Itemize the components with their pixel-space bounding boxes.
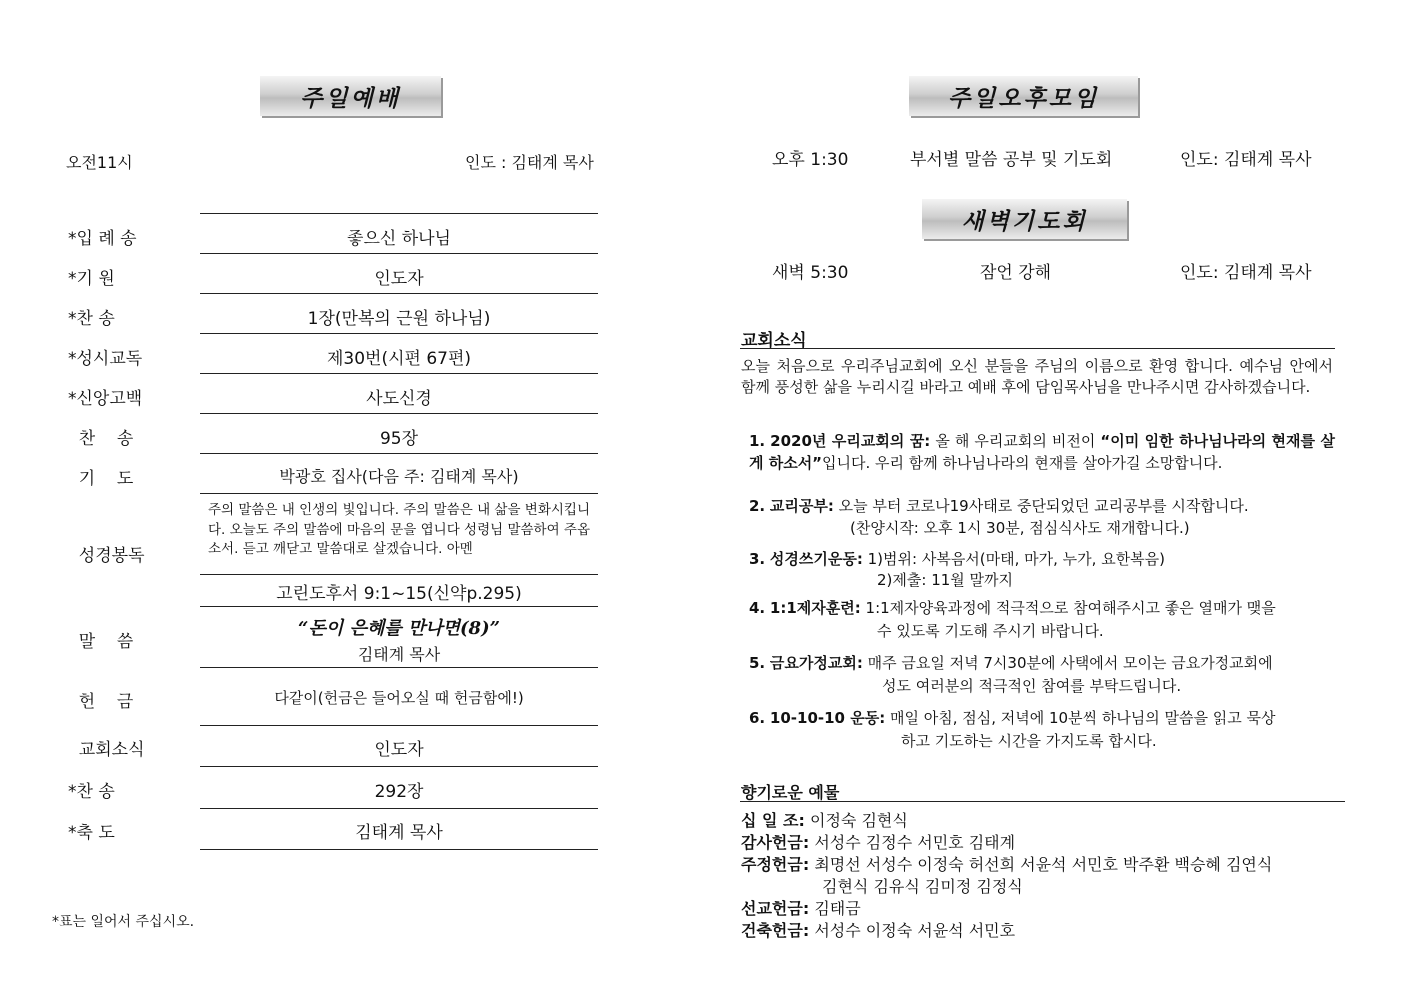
- order-label: 헌 금: [68, 692, 134, 712]
- order-value: 인도자: [374, 740, 424, 760]
- order-label: *기 원: [68, 269, 115, 289]
- order-label: *축 도: [68, 823, 115, 843]
- order-label: 말 씀: [68, 632, 134, 652]
- service-leader: 인도 : 김태계 목사: [465, 153, 594, 172]
- news-item-line2: 수 있도록 기도해 주시기 바랍니다.: [877, 622, 1104, 640]
- news-item-line2: 2)제출: 11월 말까지: [877, 571, 1014, 589]
- order-label: *신앙고백: [68, 389, 143, 409]
- order-label: 찬 송: [68, 429, 134, 449]
- offering-row: 십 일 조: 이정숙 김현식: [741, 811, 908, 830]
- scripture-prayer: 주의 말씀은 내 인생의 빛입니다. 주의 말씀은 내 삶을 변화시킵니다. 오늘도 주의 말씀에 마음의 문을 엽니다 성령님 말씀하여 주옵소서. 듣고 깨닫고 말씀대로 살겠습니다. 아멘: [208, 502, 590, 557]
- order-value: 292장: [374, 782, 424, 802]
- offering-row: 선교헌금: 김태금: [741, 899, 861, 918]
- dawn-prayer-title: 새벽기도회: [922, 199, 1127, 239]
- news-heading: 교회소식: [741, 331, 807, 351]
- dawn-time: 새벽 5:30: [772, 263, 849, 283]
- news-item: 2. 교리공부: 오늘 부터 코로나19사태로 중단되었던 교리공부를 시작합니다.: [749, 497, 1249, 515]
- order-value: 제30번(시편 67편): [326, 349, 472, 369]
- news-item: 5. 금요가정교회: 매주 금요일 저녁 7시30분에 사택에서 모이는 금요가정교회에: [749, 654, 1273, 672]
- offering-row: 건축헌금: 서성수 이정숙 서윤석 서민호: [741, 921, 1016, 940]
- order-value: 사도신경: [366, 389, 432, 409]
- order-label: 기 도: [68, 469, 134, 489]
- scripture-reference: 고린도후서 9:1~15(신약p.295): [276, 584, 522, 604]
- dawn-desc: 잠언 강해: [980, 263, 1052, 283]
- news-item: 1. 2020년 우리교회의 꿈: 올 해 우리교회의 비전이 “이미 임한 하나님나라의 현재를 살게 하소서”입니다. 우리 함께 하나님나라의 현재를 살아가길 소망합니다.: [749, 432, 1335, 472]
- order-label: 교회소식: [68, 740, 145, 760]
- news-item: 4. 1:1제자훈련: 1:1제자양육과정에 적극적으로 참여해주시고 좋은 열매가 맺을: [749, 599, 1276, 617]
- order-label: *입 례 송: [68, 229, 137, 249]
- dawn-leader: 인도: 김태계 목사: [1180, 263, 1312, 283]
- offering-list: [741, 810, 1272, 942]
- footnote: *표는 일어서 주십시오.: [52, 914, 195, 930]
- order-value: 인도자: [374, 269, 424, 289]
- news-item: 3. 성경쓰기운동: 1)범위: 사복음서(마태, 마가, 누가, 요한복음): [749, 550, 1166, 568]
- order-label: *찬 송: [68, 782, 115, 802]
- order-value: 다같이(헌금은 들어오실 때 헌금함에!): [274, 689, 524, 707]
- sermon-title: “돈이 은혜를 만나면(8)”: [298, 618, 500, 639]
- news-item-line2: 성도 여러분의 적극적인 참여를 부탁드립니다.: [882, 677, 1182, 695]
- order-value: 1장(만복의 근원 하나님): [307, 309, 491, 329]
- order-value: 좋으신 하나님: [347, 229, 451, 249]
- news-intro: 오늘 처음으로 우리주님교회에 오신 분들을 주님의 이름으로 환영 합니다. 예수님 안에서 함께 풍성한 삶을 누리시길 바라고 예배 후에 담임목사님을 만나주시면 감사하겠습니다.: [741, 357, 1333, 396]
- order-label: *성시교독: [68, 349, 143, 369]
- news-item-line2: (찬양시작: 오후 1시 30분, 점심식사도 재개합니다.): [850, 519, 1190, 537]
- offering-row: 감사헌금: 서성수 김정수 서민호 김태계: [741, 833, 1016, 852]
- sunday-service-title: 주일예배: [260, 76, 441, 116]
- news-item: 6. 10-10-10 운동: 매일 아침, 점심, 저녁에 10분씩 하나님의 말씀을 읽고 묵상: [749, 709, 1276, 727]
- afternoon-time: 오후 1:30: [772, 150, 849, 170]
- news-item-line2: 하고 기도하는 시간을 가지도록 합시다.: [901, 732, 1157, 750]
- order-value: 박광호 집사(다음 주: 김태계 목사): [279, 467, 519, 486]
- order-label: *찬 송: [68, 309, 115, 329]
- afternoon-leader: 인도: 김태계 목사: [1180, 150, 1312, 170]
- afternoon-meeting-title: 주일오후모임: [909, 76, 1138, 116]
- offering-row: 주정헌금: 최명선 서성수 이정숙 허선희 서윤석 서민호 박주환 백승혜 김연식: [741, 855, 1273, 874]
- afternoon-desc: 부서별 말씀 공부 및 기도회: [910, 150, 1113, 170]
- order-value: 95장: [379, 429, 419, 449]
- offering-heading: 향기로운 예물: [741, 783, 840, 802]
- offering-row-cont: 김현식 김유식 김미정 김정식: [822, 877, 1023, 896]
- service-time: 오전11시: [66, 153, 133, 172]
- order-label: 성경봉독: [68, 546, 145, 566]
- sermon-preacher: 김태계 목사: [357, 645, 441, 664]
- order-value: 김태계 목사: [355, 823, 443, 843]
